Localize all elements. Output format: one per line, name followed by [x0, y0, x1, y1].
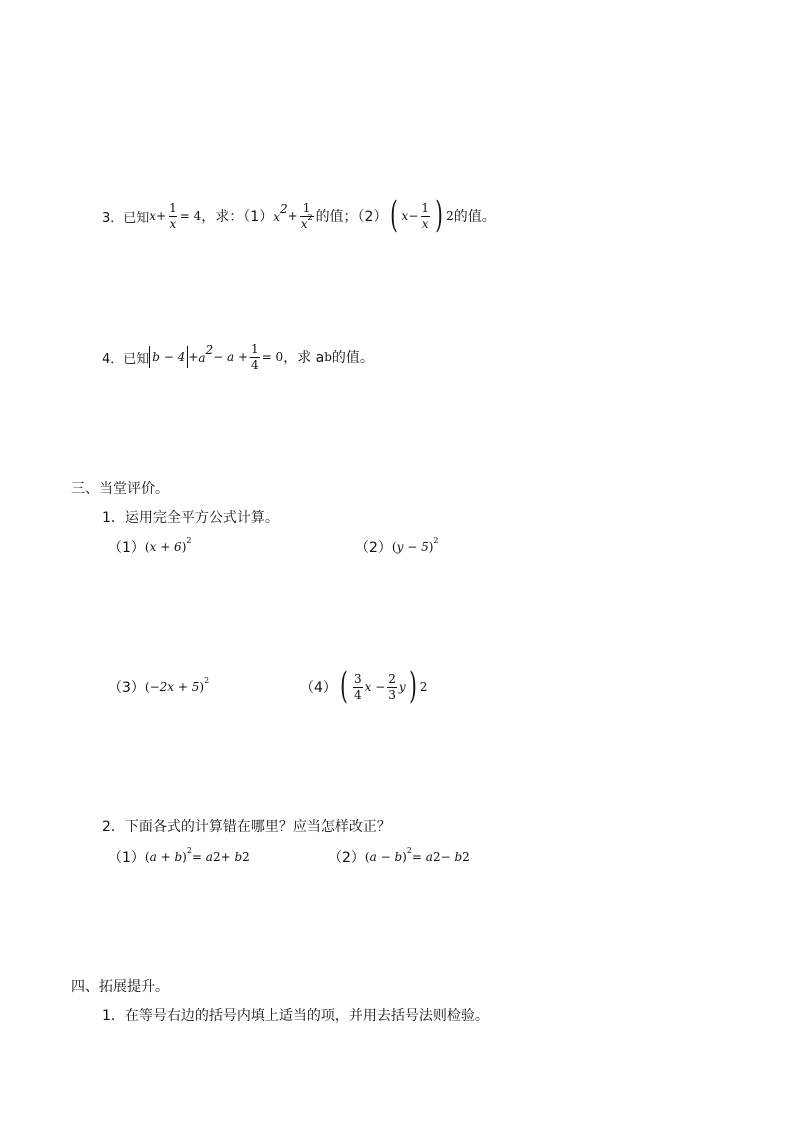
q4-a-base: a: [198, 350, 206, 365]
problem-4-frac2-num: 2: [388, 671, 396, 686]
error-1-rhs-a: = a: [191, 850, 213, 864]
error-2-lhs-exp: 2: [406, 846, 412, 855]
q4-minus-a: − a +: [213, 350, 249, 364]
problem-2: [355, 536, 439, 558]
q3-x3: x: [401, 209, 409, 223]
problem-4-right-paren: ): [408, 666, 417, 707]
error-1-label: （1）: [108, 850, 145, 866]
q4-frac-den: 4: [251, 357, 259, 372]
q3-fraction-1-over-x-3: [420, 201, 430, 232]
problem-1: [108, 536, 191, 558]
q3-frac2-num: 1: [302, 200, 311, 215]
q4-frac-num: 1: [251, 341, 259, 356]
problem-4-left-paren: (: [340, 666, 348, 707]
problem-4-x-minus: x −: [364, 680, 386, 694]
q3-fraction-1-over-x2: [300, 201, 314, 232]
error-2-rhs-a: = a: [411, 850, 433, 864]
q3-eq4: = 4: [179, 209, 202, 223]
q3-frac2-den: [300, 212, 314, 232]
q4-prefix: 4．已知: [102, 351, 150, 367]
section-3-item-1: [102, 507, 279, 527]
error-2: （2） $(a - b)^2$ = a 2 − b 2: [328, 846, 470, 866]
problem-3-label: （3）: [108, 680, 145, 696]
q3-var-x: x: [149, 209, 157, 223]
problem-1-label: （1）: [108, 540, 145, 556]
q4-ask: ，求 a: [283, 350, 325, 366]
problem-3-exp: 2: [204, 676, 210, 685]
q3-ask: ，求：（1）: [201, 209, 274, 225]
error-2-lhs-inner: a − b: [369, 850, 403, 864]
q4-abs-content: b − 4: [152, 350, 186, 364]
q3-val2: 的值。: [453, 209, 496, 225]
problem-4-fraction-2-3: [387, 672, 397, 703]
q3-x-squared: [273, 201, 288, 224]
q3-right-paren: ): [435, 195, 443, 236]
problem-4-frac2-den: 3: [388, 687, 396, 702]
q3-x2-base: x: [273, 209, 280, 224]
error-1-lhs: $(a + b)^2$: [144, 846, 192, 864]
section-3-item-2: [102, 816, 391, 836]
q3-frac-num: 1: [169, 200, 177, 215]
section-3-title-text: 三、当堂评价。: [71, 481, 169, 497]
q4-a-squared: [198, 342, 214, 365]
q4-plus: +: [188, 350, 199, 364]
problem-4-frac1-num: 3: [353, 671, 362, 686]
q3-frac2-den-exp: 2: [307, 212, 313, 222]
section-4-title-text: 四、拓展提升。: [71, 979, 169, 995]
error-1-lhs-exp: 2: [186, 846, 192, 855]
q4-eq0: = 0: [261, 350, 284, 364]
section-4-item-1-text: 1．在等号右边的括号内填上适当的项，并用去括号法则检验。: [102, 1008, 489, 1024]
section-3-item-1-text: 1．运用完全平方公式计算。: [102, 510, 279, 526]
problem-2-exp: 2: [433, 536, 439, 545]
error-2-lhs: $(a - b)^2$: [364, 846, 412, 864]
q3-prefix: 3．已知: [102, 210, 150, 226]
problem-4-y: y: [398, 680, 406, 694]
problem-1-inner: x + 6: [149, 540, 182, 554]
section-4-item-1: [102, 1005, 489, 1025]
problem-2-inner: y − 5: [396, 540, 429, 554]
problem-4-fraction-3-4: [353, 672, 363, 703]
q3-minus: −: [408, 209, 419, 223]
problem-2-label: （2）: [355, 540, 392, 556]
q4-fraction-1-over-4: [250, 342, 260, 373]
q4-tail: 的值。: [331, 350, 374, 366]
error-1-rhs-b: + b: [220, 850, 243, 864]
question-3: 3．已知 x + $\frac{1}{x}$ = 4 ，求：（1） $x^2$ + $\frac{1}{x^2}$ 的值；（2） ( x − $\frac{1}{x}$ ) 2 的值。: [102, 195, 496, 236]
q3-val1: 的值；（2）: [315, 209, 388, 225]
q3-x2-exp: 2: [279, 201, 288, 216]
q4-a-exp: 2: [205, 342, 214, 357]
q3-plus2: +: [287, 209, 298, 223]
q3-frac3-den: x: [421, 216, 429, 231]
problem-1-exp: 2: [186, 536, 192, 545]
problem-3: [108, 676, 209, 698]
problem-1-expr: $(x + 6)^2$: [144, 536, 192, 554]
error-1-lhs-inner: a + b: [149, 850, 183, 864]
section-3-item-2-text: 2．下面各式的计算错在哪里？应当怎样改正？: [102, 819, 391, 835]
problem-4: （4） ( $\frac{3}{4}$ x − $\frac{2}{3}$ y ) 2: [300, 666, 428, 707]
error-2-rhs-b: − b: [440, 850, 463, 864]
section-4-title: [71, 976, 169, 996]
q3-fraction-1-over-x: [168, 201, 178, 232]
q3-frac3-num: 1: [421, 200, 430, 215]
q3-left-paren: (: [390, 195, 399, 236]
problem-2-expr: $(y - 5)^2$: [391, 536, 439, 554]
q3-plus: +: [156, 209, 167, 223]
q3-frac2-den-x: x: [300, 216, 308, 231]
section-3-title: [71, 478, 169, 498]
q3-frac-den: x: [169, 216, 177, 231]
question-4: 4．已知 b − 4 + $a^2$ − a + $\frac{1}{4}$ = 0 ，求 a b 的值。: [102, 341, 374, 372]
problem-4-frac1-den: 4: [353, 687, 362, 702]
problem-3-inner: −2x + 5: [149, 680, 200, 694]
problem-4-label: （4）: [300, 680, 337, 696]
problem-3-expr: $(-2x + 5)^2$: [144, 676, 210, 694]
error-1: （1） $(a + b)^2$ = a 2 + b 2: [108, 846, 250, 866]
q4-abs: [149, 346, 188, 368]
error-2-label: （2）: [328, 850, 365, 866]
